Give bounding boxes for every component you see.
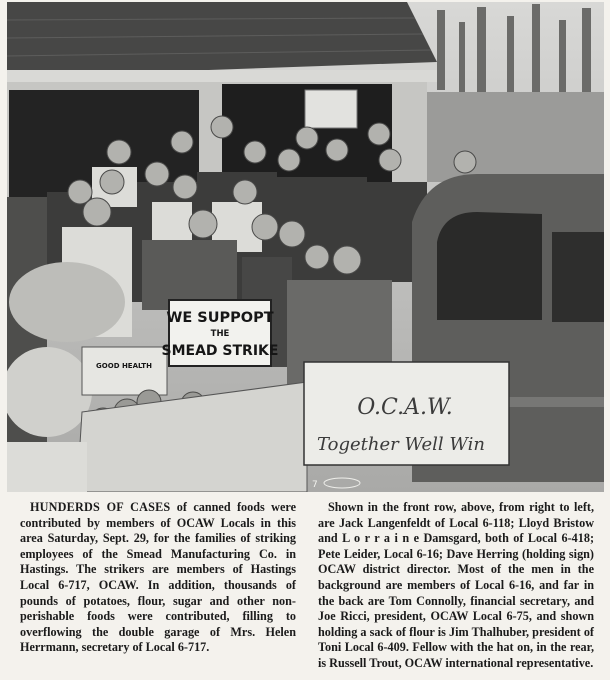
caption-paragraph-1 bbox=[20, 500, 296, 656]
window-sign bbox=[305, 90, 357, 128]
photo-caption bbox=[20, 500, 594, 676]
case-label: GOOD HEALTH bbox=[96, 362, 152, 370]
lawn bbox=[417, 92, 604, 182]
photograph-scene bbox=[7, 2, 604, 492]
photo-caption-marker: 7 bbox=[312, 480, 318, 490]
caption-lead-caps: HUNDERDS OF CASES bbox=[30, 500, 171, 514]
ocaw-sign-together: Together Well Win bbox=[317, 434, 485, 455]
support-sign-line3: SMEAD STRIKE bbox=[161, 343, 279, 359]
ocaw-sign-abbrev: O.C.A.W. bbox=[357, 395, 453, 420]
support-sign-line1: WE SUPPOPT bbox=[166, 310, 274, 326]
support-sign-line2: THE bbox=[210, 329, 230, 339]
caption-paragraph-2: Shown in the front row, above, from right to left, are Jack Langenfeldt of Local 6-118; Lloyd Bristow and L o r r a i n e Damsgard, both of Local 6-418; Pete Leider, Local 6-16; Dave Herring (holding sign) OCAW district director. Most of the men in the background are members of Local 6-16, and far in the back are Tom Connolly, financial secretary, and Joe Ricci, president, OCAW Local 6-75, and shown holding a sack of flour is Jim Thalhuber, president of Toni Local 6-409. Fellow with the hat on, in the rear, is Russell Trout, OCAW international representative. bbox=[318, 500, 594, 670]
roof-fascia bbox=[7, 70, 437, 82]
ocaw-sign bbox=[304, 362, 509, 465]
news-photograph bbox=[7, 2, 604, 492]
caption-paragraph-1-text: of canned foods were contributed by members of OCAW Locals in this area Saturday, Sept. 29, for the families of striking employees of the Smead Manufacturing Co. in Hastings. The strikers are members of Hastings Local 6-717, OCAW. In addition, thousands of pounds of potatoes, flour, sugar and other non-perishable foods were contributed, filling to overflowing the double garage of Mrs. Helen Herrmann, secretary of Local 6-717. bbox=[20, 500, 296, 655]
canned-food-case bbox=[82, 347, 167, 395]
support-sign bbox=[162, 300, 279, 366]
